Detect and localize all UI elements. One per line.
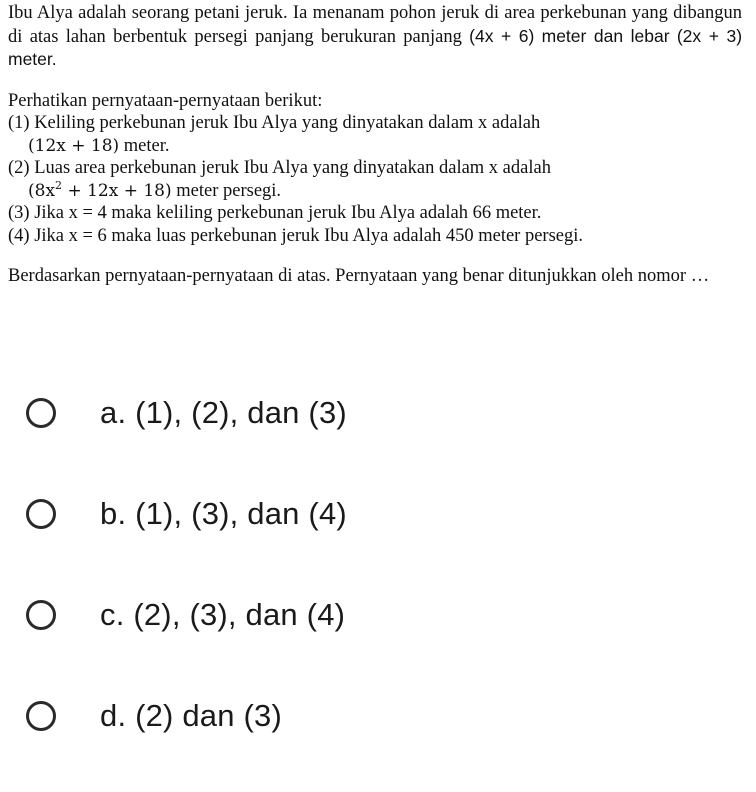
statement-4: (4) Jika x = 6 maka luas perkebunan jeruk Ibu Alya adalah 450 meter persegi. xyxy=(8,225,584,246)
expr-part-b: + 12x + 18) xyxy=(62,180,172,201)
option-c-label: c. (2), (3), dan (4) xyxy=(100,597,346,632)
option-a[interactable] xyxy=(26,388,726,438)
statement-1-unit: meter. xyxy=(123,135,170,156)
question-prompt: Berdasarkan pernyataan-pernyataan di atas. Pernyataan yang benar ditunjukkan oleh nomor … xyxy=(8,266,710,286)
radio-button-icon[interactable] xyxy=(26,499,56,529)
statement-3: (3) Jika x = 4 maka keliling perkebunan jeruk Ibu Alya adalah 66 meter. xyxy=(8,203,542,223)
radio-button-icon[interactable] xyxy=(26,600,56,630)
statement-2-expression xyxy=(28,178,172,201)
option-d-label: d. (2) dan (3) xyxy=(100,698,282,733)
intro-text-3: meter. xyxy=(8,49,57,69)
statement-2 xyxy=(8,157,742,202)
intro-text-1: Ibu Alya adalah seorang petani jeruk. Ia menanam pohon jeruk di area perkebunan yang dibangun di atas lahan berbentuk persegi panjang berukuran panjang xyxy=(8,3,742,47)
statement-2-text: (2) Luas area perkebunan jeruk Ibu Alya yang dinyatakan dalam x adalah xyxy=(8,158,551,178)
question-intro xyxy=(8,2,742,72)
option-a-label: a. (1), (2), dan (3) xyxy=(100,395,347,430)
answer-options xyxy=(26,388,726,792)
statement-1-text: (1) Keliling perkebunan jeruk Ibu Alya yang dinyatakan dalam x adalah xyxy=(8,113,541,133)
intro-text-2: meter dan lebar xyxy=(541,25,670,46)
length-expression: (4x + 6) xyxy=(469,25,535,46)
option-d[interactable] xyxy=(26,691,726,741)
question-block xyxy=(8,2,742,288)
width-expression: (2x + 3) xyxy=(676,25,743,46)
radio-button-icon[interactable] xyxy=(26,398,56,428)
option-c[interactable] xyxy=(26,590,726,640)
option-b[interactable] xyxy=(26,489,726,539)
radio-button-icon[interactable] xyxy=(26,701,56,731)
expr-part-a: (8x xyxy=(28,180,56,201)
exponent: 2 xyxy=(55,178,63,192)
statements-heading: Perhatikan pernyataan-pernyataan berikut: xyxy=(8,90,323,111)
statement-2-unit: meter persegi. xyxy=(176,180,282,201)
option-b-label: b. (1), (3), dan (4) xyxy=(100,496,347,531)
statement-1-expression: (12x + 18) xyxy=(28,135,120,156)
statement-1 xyxy=(8,112,742,157)
